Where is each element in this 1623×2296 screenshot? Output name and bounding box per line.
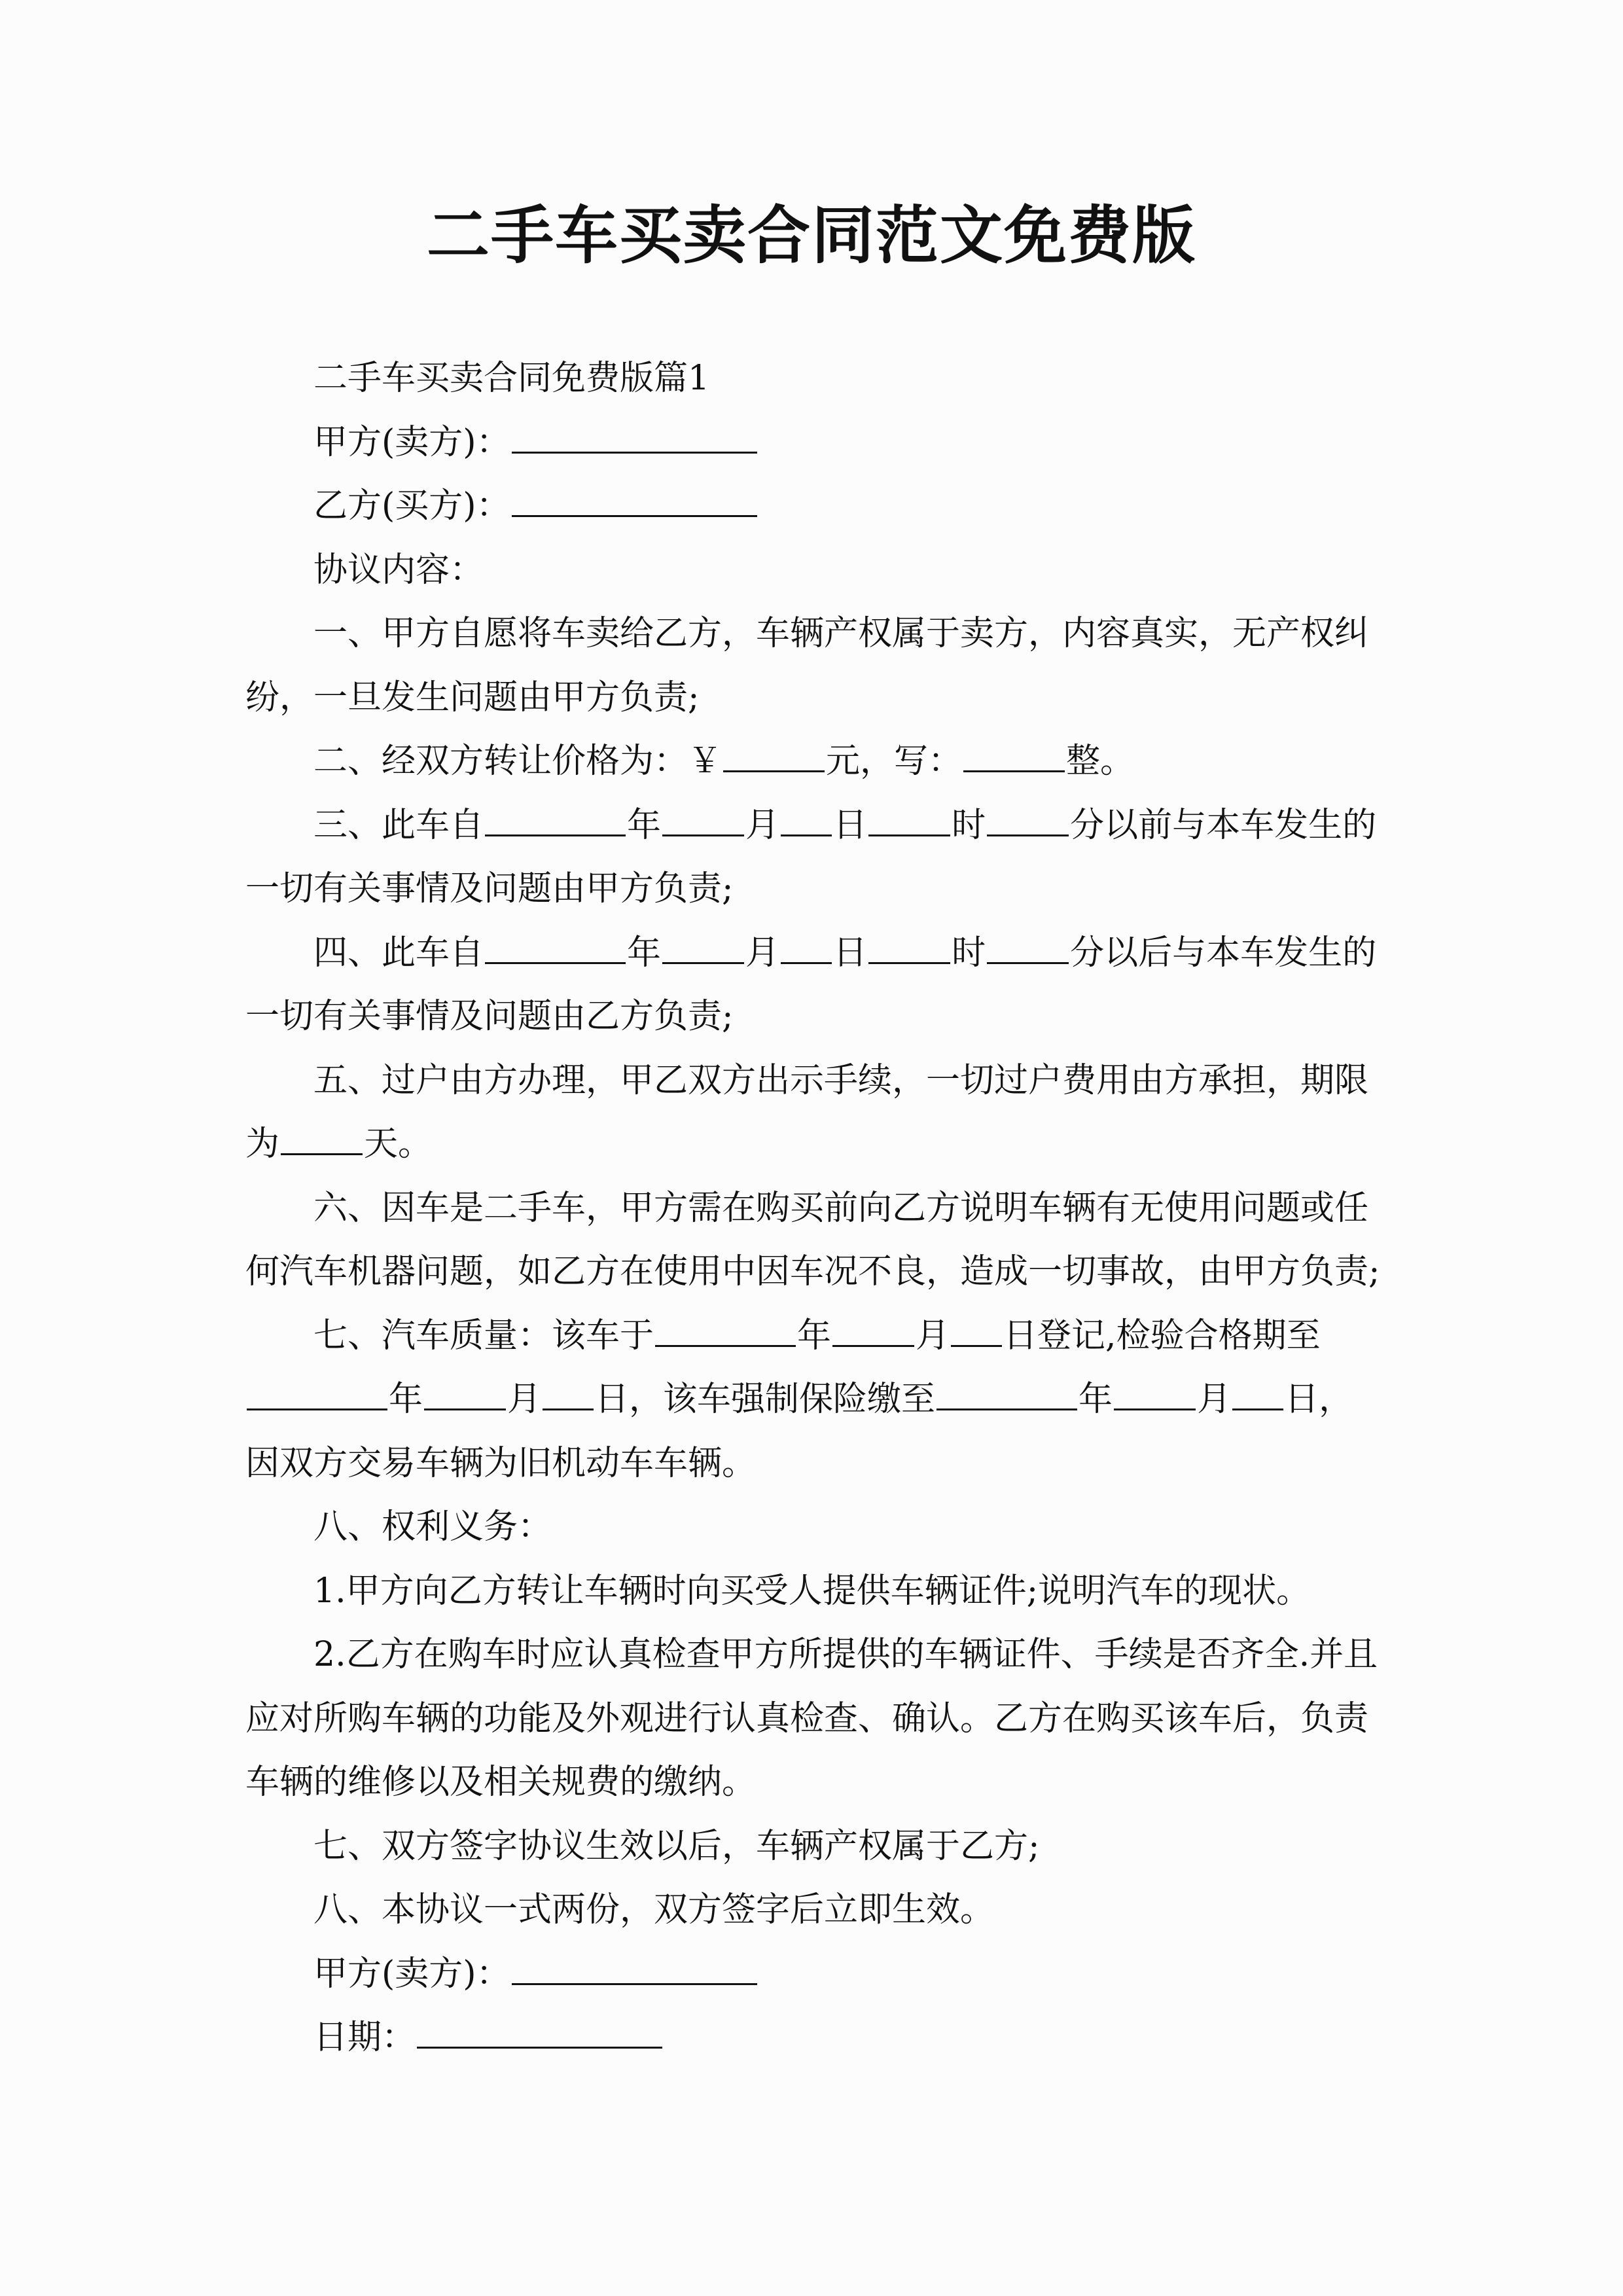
clause-5-text: 五、过户由方办理，甲乙双方出示手续，一切过户费用由方承担，期限为	[245, 1060, 1369, 1164]
party-a-label: 甲方(卖方)：	[313, 422, 510, 462]
clause-7-text: 日登记,检验合格期至	[1003, 1316, 1321, 1355]
clause-3-text: 分以前与本车发生的一切有关事情及问题由甲方负责;	[245, 805, 1377, 908]
year-blank[interactable]	[485, 806, 626, 836]
minute-blank[interactable]	[987, 806, 1069, 836]
clause-3-text: 三、此车自	[313, 805, 484, 845]
clause-8-item-1: 1.甲方向乙方转让车辆时向买受人提供车辆证件;说明汽车的现状。	[313, 1571, 1311, 1611]
unit-hour: 时	[952, 933, 986, 973]
unit-year: 年	[1079, 1380, 1113, 1419]
unit-month: 月	[745, 933, 780, 973]
clause-2-text: 二、经双方转让价格为：￥	[313, 742, 722, 781]
clause-7	[245, 1304, 1381, 1496]
signature-date-label: 日期：	[313, 2018, 416, 2057]
clause-8-item-2: 2.乙方在购车时应认真检查甲方所提供的车辆证件、手续是否齐全.并且应对所购车辆的功能及外观进行认真检查、确认。乙方在购买该车后，负责车辆的维修以及相关规费的缴纳。	[245, 1635, 1378, 1802]
document-body	[245, 347, 1381, 2070]
hour-blank[interactable]	[868, 933, 950, 964]
month-blank[interactable]	[662, 806, 744, 836]
unit-hour: 时	[952, 805, 986, 845]
unit-day: 日	[833, 805, 868, 845]
unit-month: 月	[745, 805, 780, 845]
day-blank[interactable]	[1232, 1380, 1283, 1410]
clause-2-text: 元，写：	[826, 742, 963, 781]
clause-6: 六、因车是二手车，甲方需在购买前向乙方说明车辆有无使用问题或任何汽车机器问题，如乙方在使用中因车况不良，造成一切事故，由甲方负责;	[245, 1188, 1380, 1291]
party-b-line	[245, 475, 1381, 539]
party-a-line	[245, 411, 1381, 475]
clause-7-text: 日，因双方交易车辆为旧机动车车辆。	[245, 1380, 1353, 1483]
signature-date-line	[245, 2006, 1381, 2070]
unit-month: 月	[1197, 1380, 1232, 1419]
day-blank[interactable]	[543, 1380, 594, 1410]
clause-4-text: 分以后与本车发生的一切有关事情及问题由乙方负责;	[245, 933, 1377, 1036]
hour-blank[interactable]	[868, 806, 950, 836]
signature-party-a-label: 甲方(卖方)：	[313, 1954, 510, 1994]
month-blank[interactable]	[1114, 1380, 1196, 1410]
year-blank[interactable]	[485, 933, 626, 964]
clause-8-heading: 八、权利义务：	[313, 1507, 552, 1547]
party-a-blank[interactable]	[512, 423, 757, 454]
party-b-label: 乙方(买方)：	[313, 486, 510, 526]
year-blank[interactable]	[247, 1380, 387, 1410]
price-number-blank[interactable]	[723, 742, 825, 772]
section-heading: 二手车买卖合同免费版篇1	[313, 359, 710, 398]
clause-2	[245, 730, 1381, 794]
document-title: 二手车买卖合同范文免费版	[427, 198, 1196, 272]
clause-7-text: 日，该车强制保险缴至	[595, 1380, 936, 1419]
unit-year: 年	[627, 805, 662, 845]
days-blank[interactable]	[281, 1124, 363, 1155]
year-blank[interactable]	[936, 1380, 1077, 1410]
year-blank[interactable]	[655, 1316, 796, 1347]
clause-1: 一、甲方自愿将车卖给乙方，车辆产权属于卖方，内容真实，无产权纠纷，一旦发生问题由甲方负责;	[245, 614, 1369, 717]
signature-party-a-blank[interactable]	[512, 1954, 757, 1985]
minute-blank[interactable]	[987, 933, 1069, 964]
unit-year: 年	[627, 933, 662, 973]
unit-day: 日	[833, 933, 868, 973]
clause-4	[245, 922, 1381, 1049]
unit-year: 年	[389, 1380, 423, 1419]
month-blank[interactable]	[662, 933, 744, 964]
day-blank[interactable]	[781, 933, 832, 964]
unit-month: 月	[916, 1316, 950, 1355]
signature-party-a-line	[245, 1943, 1381, 2007]
signature-date-blank[interactable]	[417, 2018, 662, 2049]
clause-5-text: 天。	[364, 1124, 433, 1164]
party-b-blank[interactable]	[512, 486, 757, 517]
clause-2-text: 整。	[1066, 742, 1135, 781]
unit-year: 年	[797, 1316, 832, 1355]
month-blank[interactable]	[832, 1316, 914, 1347]
unit-month: 月	[507, 1380, 542, 1419]
price-words-blank[interactable]	[963, 742, 1065, 772]
day-blank[interactable]	[781, 806, 832, 836]
clause-4-text: 四、此车自	[313, 933, 484, 973]
month-blank[interactable]	[424, 1380, 506, 1410]
day-blank[interactable]	[951, 1316, 1002, 1347]
clause-3	[245, 794, 1381, 922]
clause-7-text: 七、汽车质量：该车于	[313, 1316, 654, 1355]
clause-5	[245, 1049, 1381, 1177]
clause-9: 七、双方签字协议生效以后，车辆产权属于乙方;	[313, 1826, 1040, 1866]
agreement-label: 协议内容：	[313, 550, 484, 590]
clause-10: 八、本协议一式两份，双方签字后立即生效。	[313, 1890, 995, 1929]
